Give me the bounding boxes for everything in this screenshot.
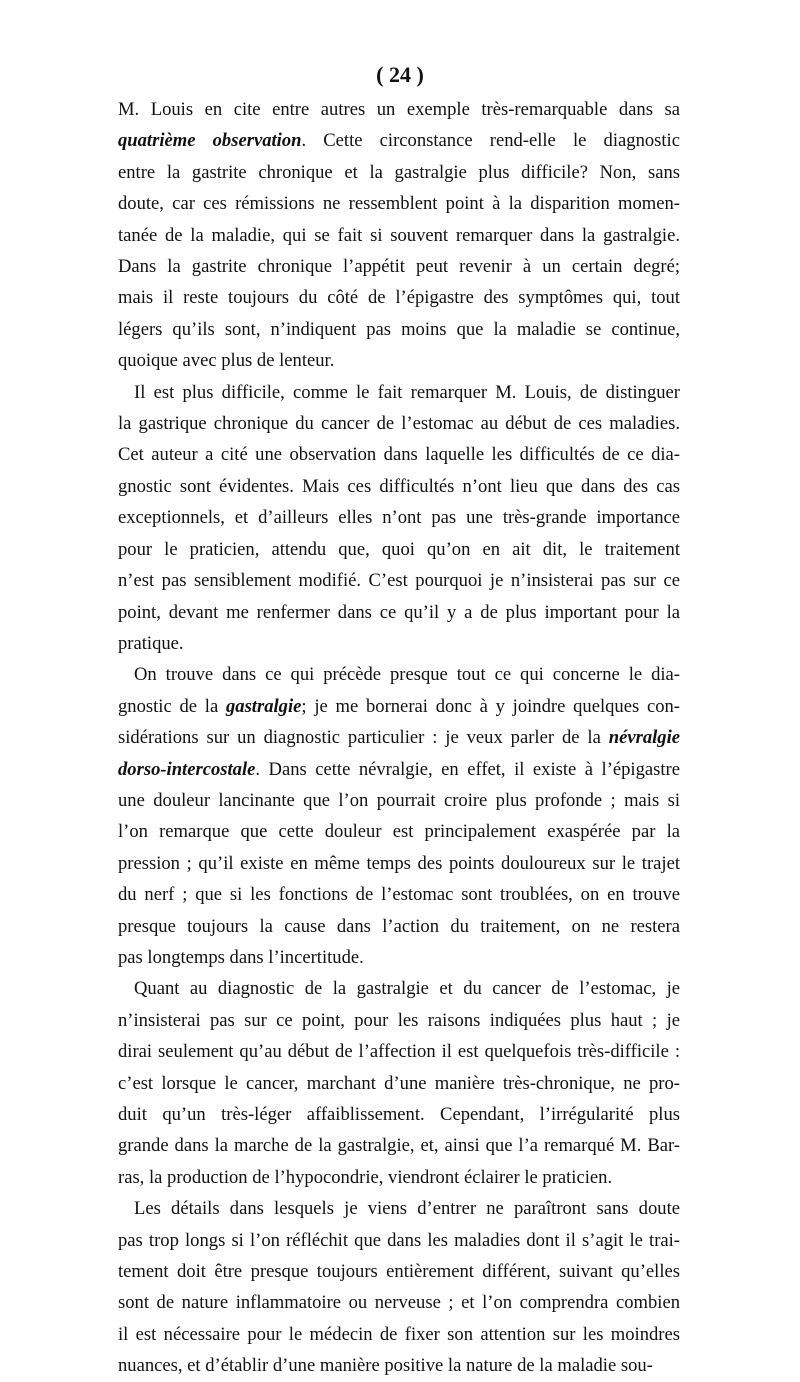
paragraph [118,973,680,1193]
page-number: ( 24 ) [376,62,424,87]
text-line [118,1350,680,1381]
text-line [118,314,680,345]
text-run: dirai seulement qu’au début de l’affection il est quelquefois très-difficile : [118,1041,680,1063]
text-line [118,1225,680,1256]
text-line [118,408,680,439]
text-run: tement doit être presque toujours entièrement différent, suivant qu’elles [118,1261,680,1283]
text-line [118,785,680,816]
text-line [118,816,680,847]
text-run: point, devant me renfermer dans ce qu’il y a de plus important pour la [118,601,680,623]
text-line [118,188,680,219]
text-run: ras, la production de l’hypocondrie, viendront éclairer le praticien. [118,1166,613,1188]
text-run: presque toujours la cause dans l’action du traitement, on ne restera [118,915,680,937]
paragraph [118,377,680,660]
text-line [118,377,680,408]
text-run: pression ; qu’il existe en même temps des points douloureux sur le trajet [118,852,680,874]
text-line [118,471,680,502]
text-line [118,1193,680,1224]
text-run: . Dans cette névralgie, en effet, il existe à l’épigastre [255,758,680,780]
text-run: Quant au diagnostic de la gastralgie et du cancer de l’estomac, je [134,978,680,1000]
text-line [118,125,680,156]
text-run: Les détails dans lesquels je viens d’entrer ne paraîtront sans doute [134,1198,680,1220]
text-line [118,251,680,282]
text-line [118,973,680,1004]
text-line [118,1256,680,1287]
emphasized-term: gastralgie [225,695,302,717]
text-line [118,439,680,470]
text-line [118,1319,680,1350]
text-line [118,628,680,659]
text-run: du nerf ; que si les fonctions de l’estomac sont troublées, on en trouve [118,884,680,906]
text-line [118,911,680,942]
text-run: tanée de la maladie, qui se fait si souvent remarquer dans la gastralgie. [118,224,680,246]
text-run: l’on remarque que cette douleur est principalement exaspérée par la [118,821,680,843]
emphasized-term: névralgie [608,727,680,749]
text-line [118,502,680,533]
text-line [118,1099,680,1130]
text-run: pas trop longs si l’on réfléchit que dans les maladies dont il s’agit le trai- [118,1229,680,1251]
text-line [118,1162,680,1193]
text-run: pour le praticien, attendu que, quoi qu’on en ait dit, le traitement [118,538,680,560]
text-line [118,722,680,753]
text-run: entre la gastrite chronique et la gastralgie plus difficile? Non, sans [118,161,680,183]
text-run: quoique avec plus de lenteur. [118,350,335,372]
text-run: Dans la gastrite chronique l’appétit peut revenir à un certain degré; [118,256,680,278]
text-run: il est nécessaire pour le médecin de fixer son attention sur les moindres [118,1323,680,1345]
text-run: pratique. [118,632,184,654]
body-text [118,94,680,1382]
text-line [118,157,680,188]
emphasized-term: dorso-intercostale [118,758,256,780]
emphasized-term: quatrième observation [118,130,302,152]
text-run: doute, car ces rémissions ne ressemblent point à la disparition momen- [118,193,680,215]
text-line [118,534,680,565]
text-run: mais il reste toujours du côté de l’épigastre des symptômes qui, tout [118,287,680,309]
text-line [118,565,680,596]
text-run: grande dans la marche de la gastralgie, et, ainsi que l’a remarqué M. Bar- [118,1135,680,1157]
paragraph [118,1193,680,1381]
text-line [118,345,680,376]
text-line [118,597,680,628]
text-line [118,1005,680,1036]
text-run: sidérations sur un diagnostic particulier : je veux parler de la [118,727,609,749]
text-run: Cet auteur a cité une observation dans laquelle les difficultés de ce dia- [118,444,680,466]
text-line [118,1130,680,1161]
text-line [118,94,680,125]
text-line [118,1068,680,1099]
text-run: une douleur lancinante que l’on pourrait croire plus profonde ; mais si [118,789,680,811]
text-run: exceptionnels, et d’ailleurs elles n’ont pas une très-grande importance [118,507,680,529]
text-line [118,691,680,722]
text-run: légers qu’ils sont, n’indiquent pas moins que la maladie se continue, [118,318,680,340]
text-line [118,220,680,251]
text-line [118,754,680,785]
text-line [118,942,680,973]
text-run: ; je me bornerai donc à y joindre quelques con- [301,695,680,717]
text-run: gnostic sont évidentes. Mais ces difficultés n’ont lieu que dans des cas [118,475,680,497]
text-line [118,848,680,879]
text-run: On trouve dans ce qui précède presque tout ce qui concerne le dia- [134,664,680,686]
text-run: c’est lorsque le cancer, marchant d’une manière très-chronique, ne pro- [118,1072,680,1094]
text-run: M. Louis en cite entre autres un exemple très-remarquable dans sa [118,99,680,120]
text-run: la gastrique chronique du cancer de l’estomac au début de ces maladies. [118,413,680,435]
text-run: n’insisterai pas sur ce point, pour les raisons indiquées plus haut ; je [118,1009,680,1031]
text-run: sont de nature inflammatoire ou nerveuse ; et l’on comprendra combien [118,1292,680,1314]
text-line [118,1287,680,1318]
text-line [118,659,680,690]
text-line [118,879,680,910]
text-run: pas longtemps dans l’incertitude. [118,946,364,968]
paragraph [118,94,680,377]
text-run: n’est pas sensiblement modifié. C’est pourquoi je n’insisterai pas sur ce [118,570,680,592]
paragraph [118,659,680,973]
text-line [118,282,680,313]
text-run: gnostic de la [118,695,226,717]
text-run: nuances, et d’établir d’une manière positive la nature de la maladie sou- [118,1355,653,1377]
text-line [118,1036,680,1067]
text-run: Il est plus difficile, comme le fait remarquer M. Louis, de distinguer [134,381,680,403]
text-run: . Cette circonstance rend-elle le diagnostic [301,130,680,152]
text-run: duit qu’un très-léger affaiblissement. Cependant, l’irrégularité plus [118,1104,680,1125]
